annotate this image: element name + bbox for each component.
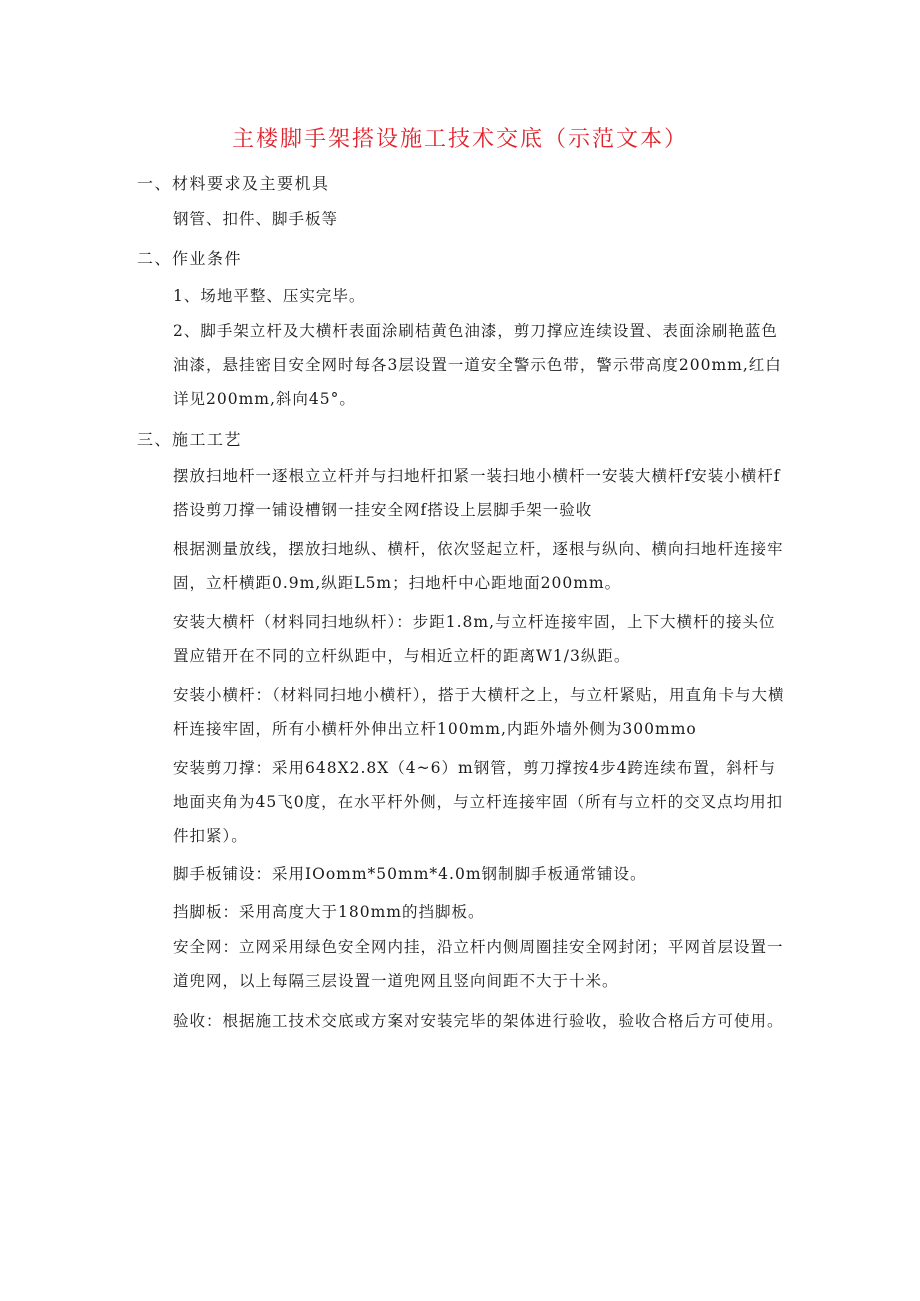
paragraph [137,1004,792,1038]
section-heading-materials: 一、材料要求及主要机具 [137,174,330,193]
paragraph-text: 2、脚手架立杆及大横杆表面涂刷桔黄色油漆，剪刀撑应连续设置、表面涂刷艳蓝色油漆，悬挂密目安全网时每各3层设置一道安全警示色带，警示带高度200mm,红白详见200mm,斜向45°。 [173,322,782,408]
paragraph-text: 安全网：立网采用绿色安全网内挂，沿立杆内侧周圈挂安全网封闭；平网首层设置一道兜网，以上每隔三层设置一道兜网且竖向间距不大于十米。 [173,938,784,990]
paragraph-text: 安装小横杆：（材料同扫地小横杆），搭于大横杆之上，与立杆紧贴，用直角卡与大横杆连接牢固，所有小横杆外伸出立杆100mm,内距外墙外侧为300mmo [173,686,785,738]
paragraph [137,314,792,416]
section-heading-conditions: 二、作业条件 [137,249,243,268]
paragraph-text: 安装剪刀撑：采用648X2.8X（4~6）m钢管，剪刀撑按4步4跨连续布置，斜杆与地面夹角为45飞0度，在水平杆外侧，与立杆连接牢固（所有与立杆的交叉点均用扣件扣紧）。 [173,759,784,845]
paragraph [137,930,792,998]
paragraph [137,857,792,891]
paragraph-text: 根据测量放线，摆放扫地纵、横杆，依次竖起立杆，逐根与纵向、横向扫地杆连接牢固，立杆横距0.9m,纵距L5m；扫地杆中心距地面200mm。 [173,540,784,592]
paragraph-text: 安装大横杆（材料同扫地纵杆）：步距1.8m,与立杆连接牢固，上下大横杆的接头位置应错开在不同的立杆纵距中，与相近立杆的距离W1/3纵距。 [173,613,776,665]
paragraph [137,532,792,600]
paragraph [137,202,792,236]
section-heading-process: 三、施工工艺 [137,430,243,449]
paragraph [137,751,792,853]
document-title: 主楼脚手架搭设施工技术交底（示范文本） [231,127,688,152]
paragraph-text: 挡脚板：采用高度大于180mm的挡脚板。 [173,903,485,921]
paragraph-text: 摆放扫地杆一逐根立立杆并与扫地杆扣紧一装扫地小横杆一安装大横杆f安装小横杆f搭设剪刀撑一铺设槽钢一挂安全网f搭设上层脚手架一验收 [173,467,781,519]
paragraph-text: 1、场地平整、压实完毕。 [173,287,366,305]
paragraph-text: 脚手板铺设：采用IOomm*50mm*4.0m钢制脚手板通常铺设。 [173,865,647,883]
paragraph-text: 验收：根据施工技术交底或方案对安装完毕的架体进行验收，验收合格后方可使用。 [173,1012,784,1030]
paragraph [137,678,792,746]
paragraph [137,279,792,313]
paragraph [137,605,792,673]
paragraph-text: 钢管、扣件、脚手板等 [173,210,339,228]
paragraph [137,895,792,929]
paragraph [137,459,792,527]
